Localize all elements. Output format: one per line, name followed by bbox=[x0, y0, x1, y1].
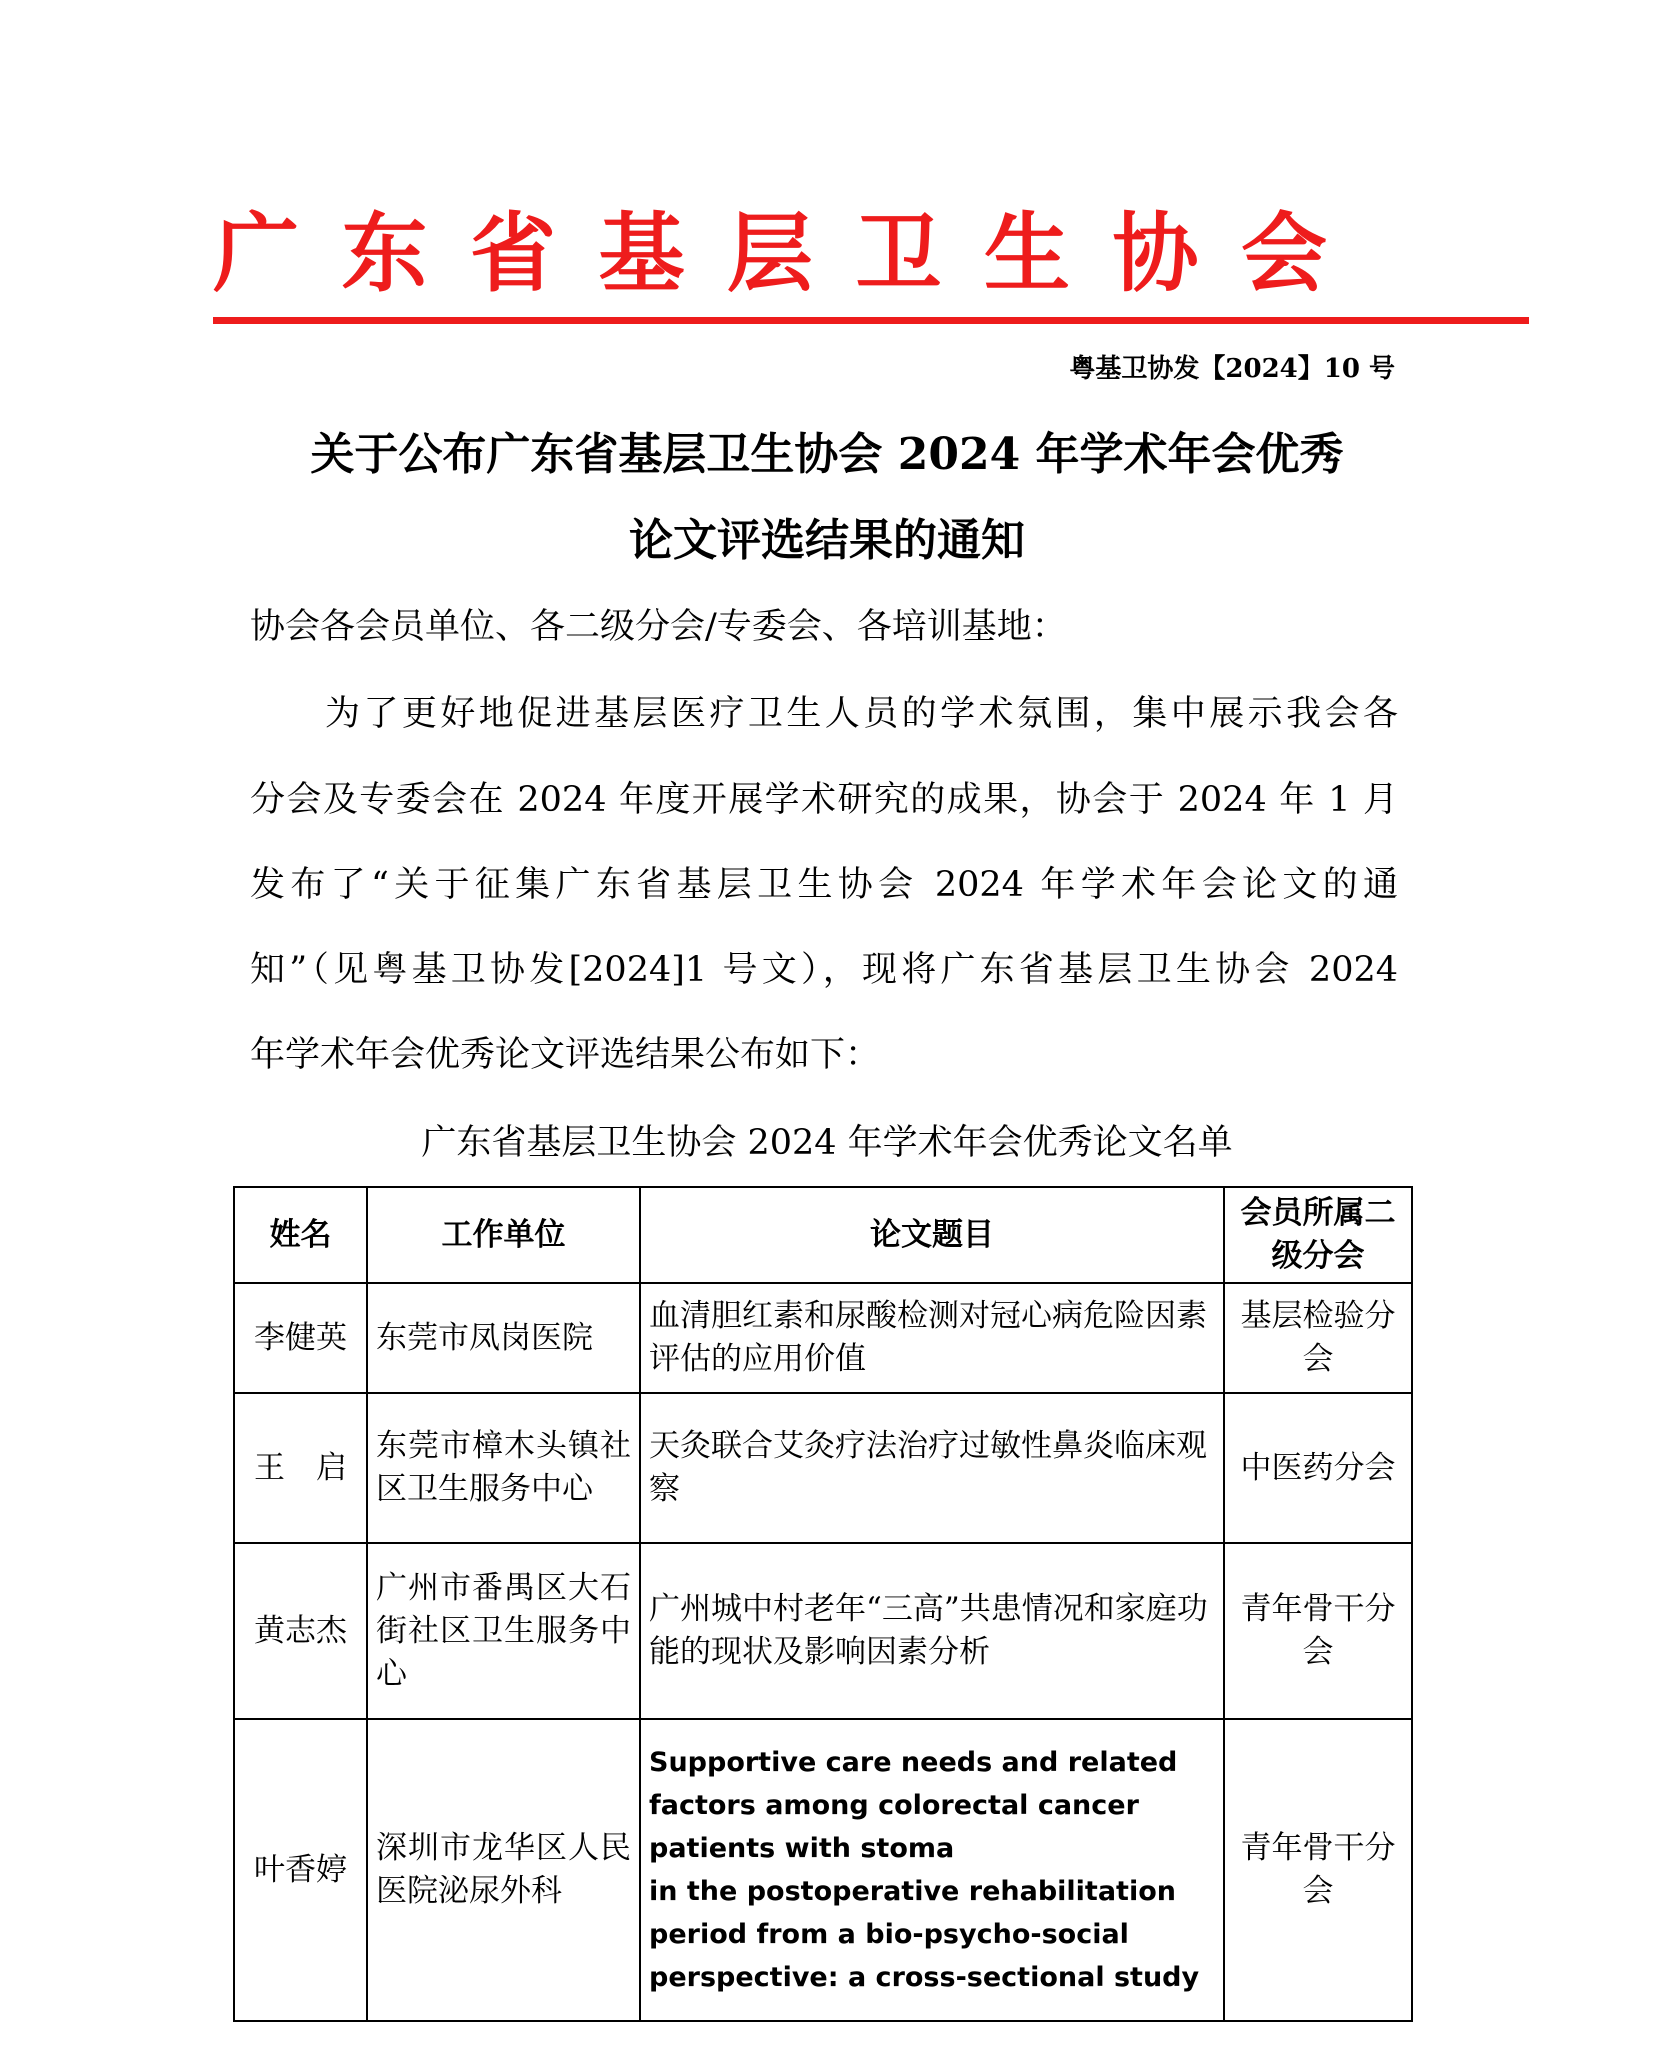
header-unit: 工作单位 bbox=[367, 1187, 640, 1283]
cell-title-english bbox=[640, 1719, 1224, 2021]
org-char: 卫 bbox=[855, 204, 942, 304]
org-char: 协 bbox=[1112, 204, 1199, 304]
cell-title: 天灸联合艾灸疗法治疗过敏性鼻炎临床观察 bbox=[640, 1393, 1224, 1543]
header-branch: 会员所属二级分会 bbox=[1224, 1187, 1412, 1283]
body-line: 年学术年会优秀论文评选结果公布如下： bbox=[250, 1035, 881, 1075]
table-caption: 广东省基层卫生协会 2024 年学术年会优秀论文名单 bbox=[421, 1123, 1233, 1163]
cell-name: 黄志杰 bbox=[234, 1543, 367, 1719]
cell-branch: 中医药分会 bbox=[1224, 1393, 1412, 1543]
cell-unit: 东莞市樟木头镇社区卫生服务中心 bbox=[367, 1393, 640, 1543]
organization-header bbox=[213, 200, 1327, 308]
body-line: 为了更好地促进基层医疗卫生人员的学术氛围，集中展示我会各 bbox=[325, 694, 1398, 734]
table-row bbox=[234, 1393, 1412, 1543]
org-char: 基 bbox=[598, 204, 685, 304]
cell-branch: 基层检验分会 bbox=[1224, 1283, 1412, 1393]
body-line: 知”（见粤基卫协发[2024]1 号文），现将广东省基层卫生协会 2024 bbox=[250, 950, 1398, 990]
document-title-line-1: 关于公布广东省基层卫生协会 2024 年学术年会优秀 bbox=[310, 429, 1344, 480]
org-char: 东 bbox=[341, 204, 428, 304]
org-char: 省 bbox=[470, 204, 556, 304]
org-char: 生 bbox=[984, 204, 1070, 304]
cell-name: 叶香婷 bbox=[234, 1719, 367, 2021]
document-number: 粤基卫协发【2024】10 号 bbox=[1069, 354, 1395, 384]
org-char: 会 bbox=[1241, 204, 1327, 304]
cell-unit: 东莞市凤岗医院 bbox=[367, 1283, 640, 1393]
cell-unit: 广州市番禺区大石街社区卫生服务中心 bbox=[367, 1543, 640, 1719]
cell-branch: 青年骨干分会 bbox=[1224, 1719, 1412, 2021]
table-header-row bbox=[234, 1187, 1412, 1283]
cell-unit: 深圳市龙华区人民医院泌尿外科 bbox=[367, 1719, 640, 2021]
body-line: 分会及专委会在 2024 年度开展学术研究的成果，协会于 2024 年 1 月 bbox=[250, 780, 1398, 820]
org-char: 层 bbox=[727, 204, 813, 304]
cell-title: 广州城中村老年“三高”共患情况和家庭功能的现状及影响因素分析 bbox=[640, 1543, 1224, 1719]
body-line: 发布了“关于征集广东省基层卫生协会 2024 年学术年会论文的通 bbox=[250, 865, 1398, 905]
cell-name: 李健英 bbox=[234, 1283, 367, 1393]
document-title-line-2: 论文评选结果的通知 bbox=[629, 515, 1025, 566]
header-name: 姓名 bbox=[234, 1187, 367, 1283]
title-line: in the postoperative rehabilitation period from a bio-psycho-social perspective: a cross-sectional study bbox=[649, 1876, 1200, 1993]
cell-name: 王 启 bbox=[234, 1393, 367, 1543]
cell-branch: 青年骨干分会 bbox=[1224, 1543, 1412, 1719]
cell-title: 血清胆红素和尿酸检测对冠心病危险因素评估的应用价值 bbox=[640, 1283, 1224, 1393]
org-char: 广 bbox=[213, 204, 299, 304]
award-table bbox=[233, 1186, 1413, 2022]
title-line: Supportive care needs and related factors among colorectal cancer patients with stoma bbox=[649, 1747, 1178, 1864]
salutation: 协会各会员单位、各二级分会/专委会、各培训基地： bbox=[250, 607, 1067, 647]
table-row bbox=[234, 1543, 1412, 1719]
header-title: 论文题目 bbox=[640, 1187, 1224, 1283]
header-divider bbox=[213, 317, 1529, 324]
table-row bbox=[234, 1719, 1412, 2021]
table-row bbox=[234, 1283, 1412, 1393]
